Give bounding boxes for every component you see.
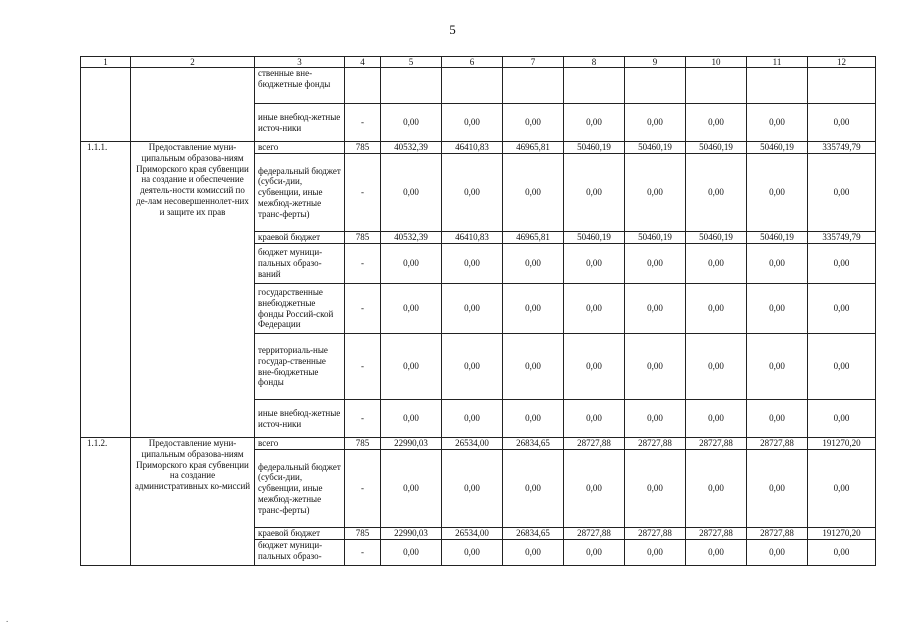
column-number: 5 (381, 57, 442, 68)
value-cell: 50460,19 (686, 142, 747, 154)
value-cell: 0,00 (381, 400, 442, 438)
funding-source-cell: краевой бюджет (255, 528, 345, 540)
value-cell: 50460,19 (564, 232, 625, 244)
value-cell: 0,00 (442, 540, 503, 566)
code-cell: - (345, 104, 381, 142)
funding-source-cell: территориаль-ные государ-ственные вне-бюджетные фонды (255, 334, 345, 400)
value-cell: 0,00 (564, 244, 625, 284)
value-cell: 0,00 (808, 284, 876, 334)
value-cell: 28727,88 (564, 528, 625, 540)
value-cell: 0,00 (564, 334, 625, 400)
value-cell: 0,00 (381, 154, 442, 232)
column-number: 6 (442, 57, 503, 68)
value-cell: 50460,19 (747, 142, 808, 154)
code-cell: 785 (345, 528, 381, 540)
column-number: 7 (503, 57, 564, 68)
code-cell: - (345, 540, 381, 566)
funding-source-cell: ственные вне-бюджетные фонды (255, 68, 345, 104)
column-number: 3 (255, 57, 345, 68)
column-number: 4 (345, 57, 381, 68)
value-cell: 0,00 (625, 104, 686, 142)
value-cell: 28727,88 (625, 528, 686, 540)
page-number: 5 (449, 22, 456, 37)
value-cell: 0,00 (686, 104, 747, 142)
table-row (81, 142, 876, 154)
value-cell: 0,00 (564, 450, 625, 528)
code-cell: - (345, 450, 381, 528)
funding-source-cell: бюджет муници-пальных образо-ваний (255, 244, 345, 284)
value-cell: 0,00 (686, 334, 747, 400)
value-cell: 0,00 (686, 540, 747, 566)
value-cell: 0,00 (625, 284, 686, 334)
column-number: 9 (625, 57, 686, 68)
value-cell: 0,00 (625, 244, 686, 284)
section-title: Предоставление муни-ципальным образова-ниям Приморского края субвенции на создание и обеспечение деятель-ности комиссий по де-лам несовершеннолет-них и защите их прав (131, 142, 255, 438)
value-cell: 0,00 (686, 284, 747, 334)
value-cell: 0,00 (747, 244, 808, 284)
code-cell: - (345, 284, 381, 334)
value-cell: 335749,79 (808, 232, 876, 244)
value-cell: 0,00 (625, 450, 686, 528)
column-number: 8 (564, 57, 625, 68)
table-row (81, 68, 876, 104)
value-cell: 0,00 (442, 244, 503, 284)
value-cell: 0,00 (686, 244, 747, 284)
value-cell: 0,00 (625, 540, 686, 566)
value-cell: 0,00 (503, 104, 564, 142)
value-cell: 0,00 (747, 154, 808, 232)
value-cell: 46410,83 (442, 142, 503, 154)
value-cell: 0,00 (747, 104, 808, 142)
value-cell: 0,00 (503, 450, 564, 528)
value-cell: 0,00 (808, 450, 876, 528)
column-number: 11 (747, 57, 808, 68)
column-number: 12 (808, 57, 876, 68)
section-number: 1.1.1. (81, 142, 131, 438)
empty-number-cell (81, 68, 131, 142)
value-cell: 26534,00 (442, 528, 503, 540)
value-cell: 0,00 (686, 450, 747, 528)
value-cell: 0,00 (808, 244, 876, 284)
funding-source-cell: федеральный бюджет (субси-дии, субвенции, иные межбюд-жетные транс-ферты) (255, 154, 345, 232)
value-cell: 28727,88 (686, 528, 747, 540)
value-cell: 0,00 (808, 104, 876, 142)
value-cell: 28727,88 (747, 528, 808, 540)
value-cell: 335749,79 (808, 142, 876, 154)
value-cell: 0,00 (503, 154, 564, 232)
value-cell: 26534,00 (442, 438, 503, 450)
empty-title-cell (131, 68, 255, 142)
value-cell: 0,00 (808, 334, 876, 400)
value-cell: 191270,20 (808, 438, 876, 450)
value-cell: 28727,88 (686, 438, 747, 450)
funding-source-cell: всего (255, 142, 345, 154)
value-cell: 50460,19 (747, 232, 808, 244)
funding-source-cell: федеральный бюджет (субси-дии, субвенции, иные межбюд-жетные транс-ферты) (255, 450, 345, 528)
table-row (81, 438, 876, 450)
value-cell: 0,00 (381, 334, 442, 400)
funding-source-cell: всего (255, 438, 345, 450)
funding-source-cell: государственные внебюджетные фонды Россий-ской Федерации (255, 284, 345, 334)
code-cell: - (345, 334, 381, 400)
column-number: 1 (81, 57, 131, 68)
value-cell: 0,00 (442, 400, 503, 438)
code-cell: 785 (345, 142, 381, 154)
value-cell: 0,00 (686, 154, 747, 232)
value-cell: 191270,20 (808, 528, 876, 540)
value-cell: 0,00 (381, 104, 442, 142)
value-cell: 50460,19 (686, 232, 747, 244)
value-cell: 0,00 (381, 284, 442, 334)
value-cell: 46965,81 (503, 142, 564, 154)
value-cell: 28727,88 (747, 438, 808, 450)
scan-mark: . (6, 614, 9, 624)
value-cell: 0,00 (503, 540, 564, 566)
value-cell: 0,00 (747, 400, 808, 438)
code-cell: - (345, 244, 381, 284)
value-cell: 0,00 (503, 334, 564, 400)
value-cell: 28727,88 (564, 438, 625, 450)
value-cell: 28727,88 (625, 438, 686, 450)
value-cell: 50460,19 (625, 142, 686, 154)
value-cell: 40532,39 (381, 232, 442, 244)
code-cell: 785 (345, 438, 381, 450)
value-cell: 22990,03 (381, 438, 442, 450)
value-cell: 0,00 (503, 400, 564, 438)
value-cell: 0,00 (625, 400, 686, 438)
value-cell: 0,00 (747, 540, 808, 566)
code-cell: - (345, 154, 381, 232)
value-cell: 0,00 (808, 154, 876, 232)
code-cell: 785 (345, 232, 381, 244)
value-cell: 0,00 (625, 334, 686, 400)
column-number-row (81, 57, 876, 68)
value-cell: 0,00 (808, 400, 876, 438)
value-cell: 0,00 (564, 540, 625, 566)
funding-source-cell: бюджет муници-пальных образо- (255, 540, 345, 566)
budget-table (80, 56, 876, 566)
code-cell: - (345, 400, 381, 438)
value-cell: 0,00 (564, 400, 625, 438)
value-cell: 0,00 (503, 244, 564, 284)
value-cell: 0,00 (747, 284, 808, 334)
value-cell: 0,00 (442, 450, 503, 528)
value-cell: 46965,81 (503, 232, 564, 244)
value-cell: 0,00 (808, 540, 876, 566)
section-title: Предоставление муни-ципальным образова-ниям Приморского края субвенции на создание административных ко-миссий (131, 438, 255, 566)
column-number: 10 (686, 57, 747, 68)
value-cell: 22990,03 (381, 528, 442, 540)
value-cell: 0,00 (381, 540, 442, 566)
value-cell: 0,00 (564, 154, 625, 232)
value-cell: 26834,65 (503, 438, 564, 450)
value-cell: 0,00 (442, 334, 503, 400)
value-cell: 0,00 (381, 450, 442, 528)
section-number: 1.1.2. (81, 438, 131, 566)
value-cell: 0,00 (686, 400, 747, 438)
funding-source-cell: иные внебюд-жетные источ-ники (255, 104, 345, 142)
value-cell: 0,00 (625, 154, 686, 232)
value-cell: 0,00 (442, 104, 503, 142)
value-cell: 0,00 (442, 284, 503, 334)
value-cell: 0,00 (503, 284, 564, 334)
value-cell: 50460,19 (625, 232, 686, 244)
funding-source-cell: иные внебюд-жетные источ-ники (255, 400, 345, 438)
value-cell: 0,00 (442, 154, 503, 232)
value-cell: 40532,39 (381, 142, 442, 154)
column-number: 2 (131, 57, 255, 68)
funding-source-cell: краевой бюджет (255, 232, 345, 244)
value-cell: 0,00 (747, 450, 808, 528)
value-cell: 26834,65 (503, 528, 564, 540)
value-cell: 0,00 (564, 284, 625, 334)
value-cell: 46410,83 (442, 232, 503, 244)
value-cell: 0,00 (747, 334, 808, 400)
value-cell: 0,00 (381, 244, 442, 284)
value-cell: 50460,19 (564, 142, 625, 154)
value-cell: 0,00 (564, 104, 625, 142)
